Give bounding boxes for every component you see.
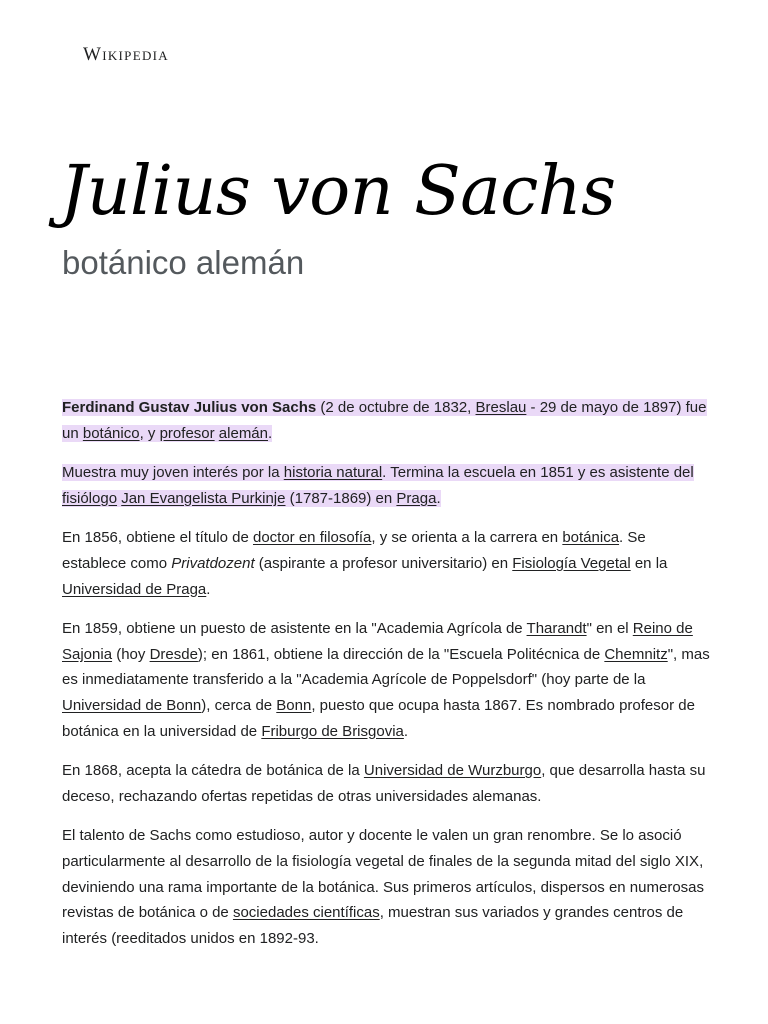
paragraph-1859 — [62, 616, 710, 744]
text: (aspirante a profesor universitario) en — [254, 554, 513, 572]
text: . — [268, 424, 273, 442]
link-fisiologo[interactable]: fisiólogo — [62, 489, 118, 507]
text: . Termina la escuela en 1851 y es asistente del — [382, 464, 694, 482]
link-universidad-bonn[interactable]: Universidad de Bonn — [62, 696, 202, 714]
link-universidad-praga[interactable]: Universidad de Praga — [62, 580, 207, 598]
text: ), cerca de — [201, 696, 277, 714]
text: En 1868, acepta la cátedra de botánica de la — [62, 762, 364, 780]
text: , y — [139, 424, 160, 442]
highlighted-text — [62, 399, 707, 442]
link-dresde[interactable]: Dresde — [149, 645, 198, 663]
link-aleman[interactable]: alemán — [218, 424, 268, 442]
text: , que desarrolla hasta su deceso, rechazando ofertas repetidas de otras universidades alemanas. — [62, 762, 706, 805]
text: " en el — [586, 620, 633, 638]
text: , y se orienta a la carrera en — [371, 529, 563, 547]
text: (hoy — [112, 645, 150, 663]
link-purkinje[interactable]: Jan Evangelista Purkinje — [121, 489, 286, 507]
link-fisiologia-vegetal[interactable]: Fisiología Vegetal — [512, 554, 631, 572]
link-friburgo[interactable]: Friburgo de Brisgovia — [261, 722, 404, 740]
paragraph-1856 — [62, 525, 710, 602]
wikipedia-logo[interactable]: Wikipedia — [83, 44, 169, 65]
text: , deviniendo una rama importante de la botánica. Sus primeros artículos, dispersos en numerosas revistas de botánica o de — [62, 852, 705, 922]
text: ); en 1861, obtiene la dirección de la "Escuela Politécnica de — [197, 645, 605, 663]
paragraph-legacy — [62, 823, 710, 951]
paragraph-early-life — [62, 460, 710, 511]
paragraph-intro — [62, 395, 710, 446]
text: en la — [630, 554, 668, 572]
page-title: Julius von Sachs — [60, 152, 616, 231]
link-praga[interactable]: Praga — [396, 489, 437, 507]
text: ", mas es inmediatamente transferido a la "Academia Agrícole de Poppelsdorf" (hoy parte de la — [62, 645, 710, 689]
text: (1787-1869) en — [285, 489, 397, 507]
paragraph-1868 — [62, 758, 710, 809]
link-chemnitz[interactable]: Chemnitz — [604, 645, 668, 663]
link-tharandt[interactable]: Tharandt — [526, 620, 587, 638]
link-reino-sajonia[interactable]: Reino de Sajonia — [62, 620, 693, 663]
small-caps-century: XIX — [674, 852, 700, 870]
text: Muestra muy joven interés por la — [62, 464, 284, 482]
link-botanica[interactable]: botánica — [562, 529, 620, 547]
italic-term: Privatdozent — [171, 554, 255, 572]
link-botanico[interactable]: botánico — [82, 424, 140, 442]
text: En 1859, obtiene un puesto de asistente en la "Academia Agrícola de — [62, 620, 527, 638]
link-doctor-filosofia[interactable]: doctor en filosofía — [252, 529, 372, 547]
text: , muestran sus variados y grandes centros de interés (reeditados unidos en 1892-93. — [62, 904, 684, 947]
text: , puesto que ocupa hasta 1867. Es nombrado profesor de botánica en la universidad de — [62, 696, 695, 740]
bold-name: Ferdinand Gustav Julius von Sachs — [62, 399, 317, 416]
text: El talento de Sachs como estudioso, autor y docente le valen un gran renombre. Se lo asoció particularmente al desarrollo de la fisiología vegetal de finales de la segunda mitad del siglo — [62, 827, 682, 870]
link-universidad-wurzburgo[interactable]: Universidad de Wurzburgo — [363, 762, 542, 780]
text: En 1856, obtiene el título de — [62, 529, 253, 547]
text: . — [403, 722, 409, 740]
link-bonn[interactable]: Bonn — [276, 696, 312, 714]
page-subtitle: botánico alemán — [62, 244, 305, 281]
text: . — [206, 580, 211, 598]
link-historia-natural[interactable]: historia natural — [283, 464, 383, 482]
text: . Se establece como — [62, 529, 646, 572]
text: . — [436, 489, 441, 507]
text: - 29 de mayo de 1897) fue un — [62, 399, 707, 442]
text: (2 de octubre de 1832, — [316, 399, 476, 416]
link-breslau[interactable]: Breslau — [475, 399, 527, 416]
article-body — [62, 395, 710, 965]
link-sociedades-cientificas[interactable]: sociedades científicas — [232, 904, 380, 922]
highlighted-text — [62, 464, 694, 507]
link-profesor[interactable]: profesor — [159, 424, 215, 442]
